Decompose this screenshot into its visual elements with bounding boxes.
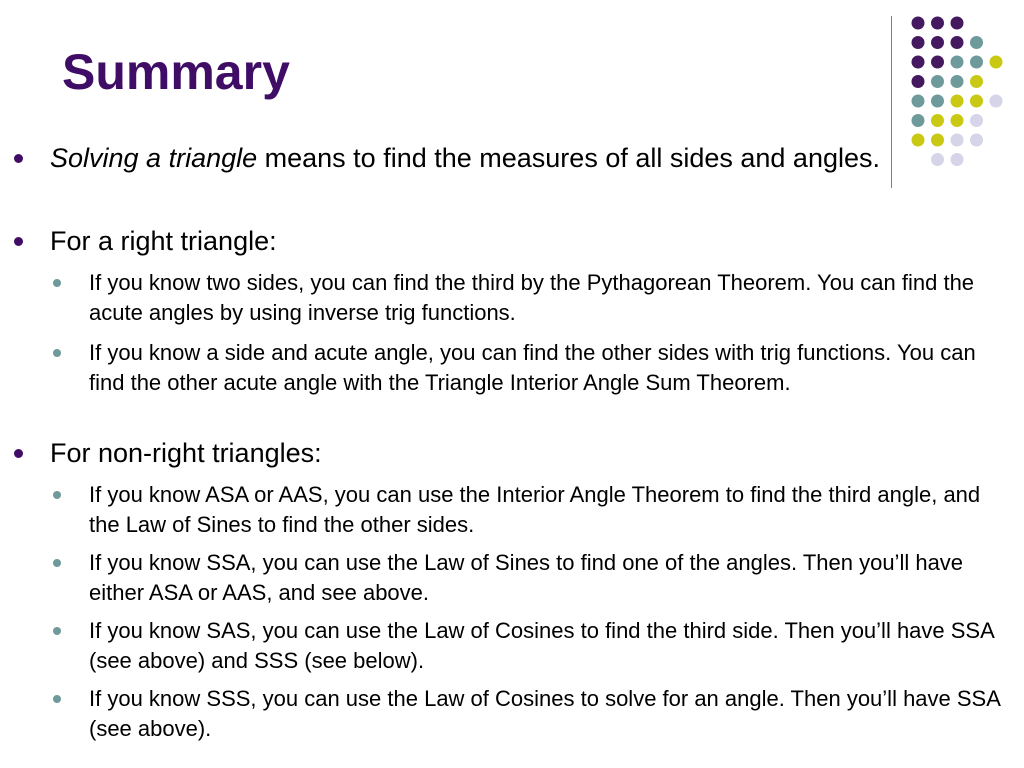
sub-bullet-dot-icon [53, 559, 61, 567]
sub-bullet-text: If you know SAS, you can use the Law of Cosines to find the third side. Then you’ll have SSA (see above) and SSS (see below). [89, 618, 994, 673]
sub-bullet-dot-icon [53, 491, 61, 499]
bullet-text: For non-right triangles: [50, 438, 322, 468]
sub-bullet-text: If you know SSS, you can use the Law of Cosines to solve for an angle. Then you’ll have SSA (see above). [89, 686, 1000, 741]
sub-bullet-item [89, 616, 1001, 676]
bullet-dot-icon [14, 449, 23, 458]
bullet-italic-lead: Solving a triangle [50, 143, 258, 173]
sub-bullet-dot-icon [53, 695, 61, 703]
bullet-text: means to find the measures of all sides and angles. [257, 143, 880, 173]
sub-bullet-dot-icon [53, 627, 61, 635]
sub-bullet-text: If you know a side and acute angle, you can find the other sides with trig functions. You can find the other acute angle with the Triangle Interior Angle Sum Theorem. [89, 340, 976, 395]
bullet-item [50, 224, 1000, 258]
sub-bullet-dot-icon [53, 349, 61, 357]
bullet-item [50, 436, 1000, 470]
sub-bullet-item [89, 338, 1001, 398]
sub-bullet-item [89, 480, 1001, 540]
sub-bullet-item [89, 268, 1001, 328]
bullet-item [50, 141, 1000, 175]
slide-title: Summary [62, 44, 290, 100]
sub-bullet-item [89, 684, 1001, 744]
bullet-dot-icon [14, 237, 23, 246]
sub-bullet-item [89, 548, 1001, 608]
bullet-text: For a right triangle: [50, 226, 277, 256]
sub-bullet-text: If you know SSA, you can use the Law of Sines to find one of the angles. Then you’ll have either ASA or AAS, and see above. [89, 550, 964, 605]
sub-bullet-dot-icon [53, 279, 61, 287]
sub-bullet-text: If you know ASA or AAS, you can use the Interior Angle Theorem to find the third angle, and the Law of Sines to find the other sides. [89, 482, 981, 537]
bullet-dot-icon [14, 154, 23, 163]
sub-bullet-text: If you know two sides, you can find the third by the Pythagorean Theorem. You can find the acute angles by using inverse trig functions. [89, 270, 975, 325]
